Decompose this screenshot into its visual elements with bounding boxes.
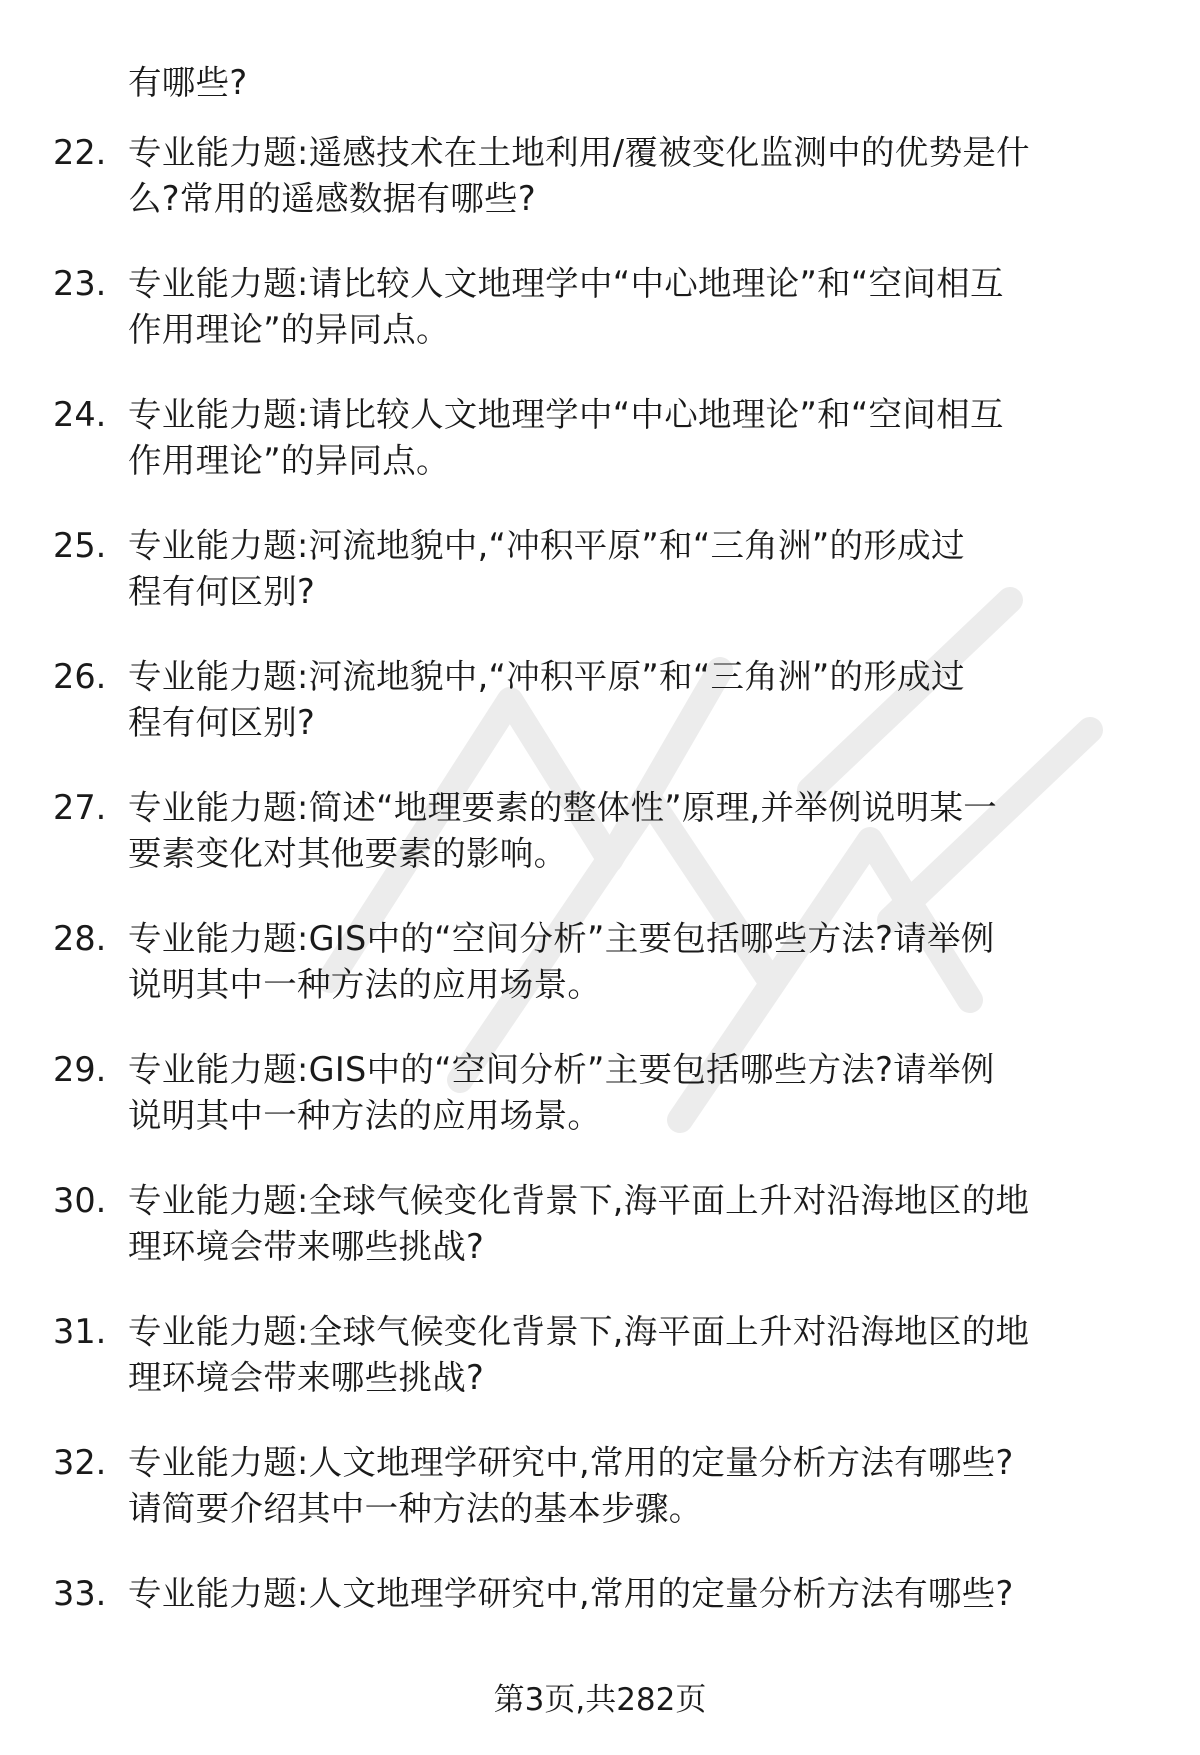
question-number: 25. bbox=[53, 526, 107, 565]
question-text-line1: 专业能力题:人文地理学研究中,常用的定量分析方法有哪些? bbox=[128, 1574, 1014, 1613]
question-text-line2: 么?常用的遥感数据有哪些? bbox=[128, 179, 536, 218]
question-number: 24. bbox=[53, 395, 107, 434]
question-number: 29. bbox=[53, 1050, 107, 1089]
question-text-line1: 专业能力题:遥感技术在土地利用/覆被变化监测中的优势是什 bbox=[128, 133, 1030, 172]
question-text-line1: 专业能力题:人文地理学研究中,常用的定量分析方法有哪些? bbox=[128, 1443, 1014, 1482]
question-text-line1: 专业能力题:河流地貌中,“冲积平原”和“三角洲”的形成过 bbox=[128, 657, 965, 696]
question-text-line2: 说明其中一种方法的应用场景。 bbox=[128, 965, 602, 1004]
question-number: 28. bbox=[53, 919, 107, 958]
question-text-line1: 专业能力题:河流地貌中,“冲积平原”和“三角洲”的形成过 bbox=[128, 526, 965, 565]
question-number: 23. bbox=[53, 264, 107, 303]
question-number: 31. bbox=[53, 1312, 107, 1351]
question-number: 33. bbox=[53, 1574, 107, 1613]
question-text-line2: 请简要介绍其中一种方法的基本步骤。 bbox=[128, 1489, 703, 1528]
page-footer: 第3页,共282页 bbox=[493, 1682, 707, 1718]
question-text-line2: 程有何区别? bbox=[128, 703, 316, 742]
question-number: 27. bbox=[53, 788, 107, 827]
question-text-line1: 专业能力题:简述“地理要素的整体性”原理,并举例说明某一 bbox=[128, 788, 998, 827]
question-text-line2: 作用理论”的异同点。 bbox=[128, 310, 450, 349]
question-number: 26. bbox=[53, 657, 107, 696]
question-text-line1: 专业能力题:全球气候变化背景下,海平面上升对沿海地区的地 bbox=[128, 1181, 1030, 1220]
question-number: 30. bbox=[53, 1181, 107, 1220]
question-text-line1: 专业能力题:GIS中的“空间分析”主要包括哪些方法?请举例 bbox=[128, 919, 995, 958]
question-text-line2: 理环境会带来哪些挑战? bbox=[128, 1227, 485, 1266]
question-text-line1: 专业能力题:全球气候变化背景下,海平面上升对沿海地区的地 bbox=[128, 1312, 1030, 1351]
question-text-line2: 说明其中一种方法的应用场景。 bbox=[128, 1096, 602, 1135]
question-text-line1: 专业能力题:请比较人文地理学中“中心地理论”和“空间相互 bbox=[128, 395, 1004, 434]
leading-text: 有哪些? bbox=[128, 63, 248, 102]
question-text-line2: 程有何区别? bbox=[128, 572, 316, 611]
question-text-line2: 作用理论”的异同点。 bbox=[128, 441, 450, 480]
question-text-line2: 要素变化对其他要素的影响。 bbox=[128, 834, 568, 873]
question-text-line1: 专业能力题:请比较人文地理学中“中心地理论”和“空间相互 bbox=[128, 264, 1004, 303]
question-number: 32. bbox=[53, 1443, 107, 1482]
question-text-line1: 专业能力题:GIS中的“空间分析”主要包括哪些方法?请举例 bbox=[128, 1050, 995, 1089]
question-number: 22. bbox=[53, 133, 107, 172]
question-text-line2: 理环境会带来哪些挑战? bbox=[128, 1358, 485, 1397]
